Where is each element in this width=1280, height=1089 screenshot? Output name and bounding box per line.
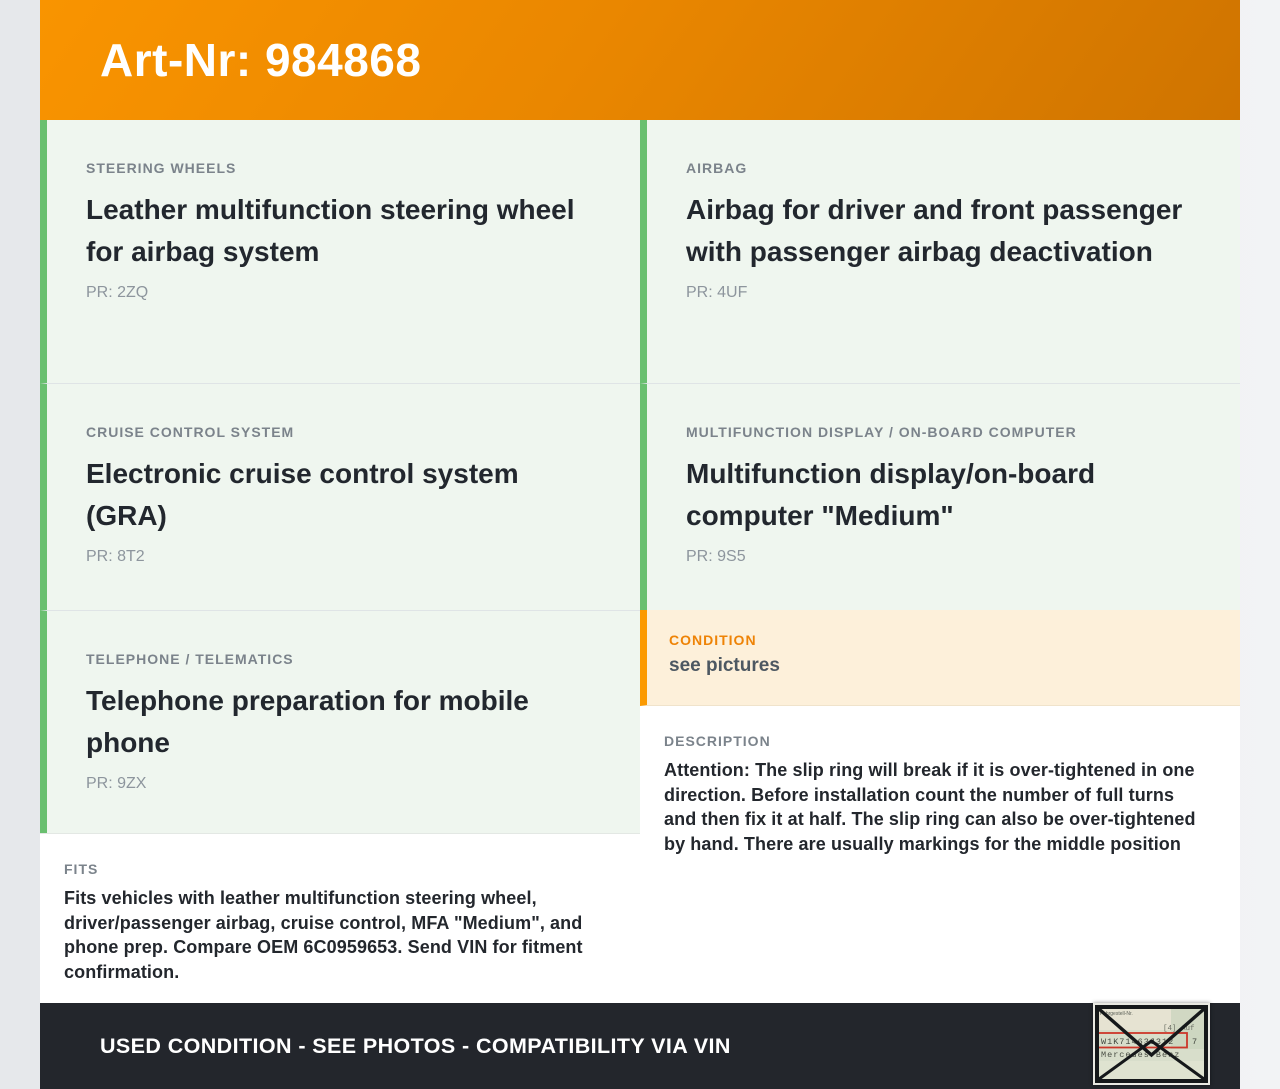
- card-pr-code: PR: 4UF: [686, 284, 748, 301]
- card-title: Electronic cruise control system (GRA): [86, 458, 519, 531]
- card-pr-code: PR: 9ZX: [86, 775, 147, 792]
- equipment-card-steering-wheels: [40, 120, 640, 383]
- description-text: Attention: The slip ring will break if it is over-tightened in one direction. Before installation count the number of full turns and then fix it at half. The slip ring can also be over-tightened by hand. There are usually markings for the middle position: [664, 760, 1196, 854]
- card-category-label: TELEPHONE / TELEMATICS: [86, 651, 294, 667]
- footer-text: USED CONDITION - SEE PHOTOS - COMPATIBILITY VIA VIN: [100, 1033, 731, 1058]
- fits-text: Fits vehicles with leather multifunction steering wheel, driver/passenger airbag, cruise control, MFA "Medium", and phone prep. Compare OEM 6C0959653. Send VIN for fitment confirmation.: [64, 888, 583, 982]
- condition-value: see pictures: [669, 655, 780, 676]
- card-category-label: AIRBAG: [686, 160, 748, 176]
- brand-text: Mercedes-Benz: [1101, 1050, 1181, 1060]
- vin-suffix: 7: [1192, 1037, 1198, 1047]
- footer-bar: [40, 1003, 1240, 1089]
- vin-text: W1K71463J312: [1101, 1037, 1175, 1047]
- equipment-grid: [40, 120, 1240, 1003]
- right-column: [640, 120, 1240, 1003]
- card-pr-code: PR: 9S5: [686, 548, 746, 565]
- vin-document-thumbnail[interactable]: [1093, 1003, 1210, 1085]
- card-category-label: STEERING WHEELS: [86, 160, 237, 176]
- condition-label: CONDITION: [669, 632, 757, 648]
- description-label: DESCRIPTION: [664, 733, 771, 749]
- equipment-card-cruise-control: [40, 383, 640, 610]
- article-number-title: Art-Nr: 984868: [100, 34, 422, 86]
- card-title: Airbag for driver and front passenger with passenger airbag deactivation: [686, 194, 1183, 267]
- equipment-card-telephone: [40, 610, 640, 833]
- card-category-label: MULTIFUNCTION DISPLAY / ON-BOARD COMPUTER: [686, 424, 1077, 440]
- card-title: Leather multifunction steering wheel for airbag system: [86, 194, 575, 267]
- card-title: Telephone preparation for mobile phone: [86, 685, 529, 758]
- card-pr-code: PR: 2ZQ: [86, 284, 149, 301]
- card-category-label: CRUISE CONTROL SYSTEM: [86, 424, 295, 440]
- equipment-card-multifunction-display: [640, 383, 1240, 610]
- fits-section: [40, 833, 640, 1003]
- card-title: Multifunction display/on-board computer "Medium": [686, 458, 1096, 531]
- fits-label: FITS: [64, 861, 99, 877]
- equipment-card-airbag: [640, 120, 1240, 383]
- condition-card: [640, 610, 1240, 706]
- doc-field: [4] Auf: [1163, 1025, 1195, 1033]
- left-column: [40, 120, 640, 1003]
- header-banner: [40, 0, 1240, 120]
- description-section: [640, 706, 1240, 1003]
- envelope-icon: [1095, 1005, 1208, 1083]
- listing-page: [40, 0, 1240, 1089]
- card-pr-code: PR: 8T2: [86, 548, 145, 565]
- doc-label: Fahrgestell-Nr.: [1100, 1011, 1133, 1017]
